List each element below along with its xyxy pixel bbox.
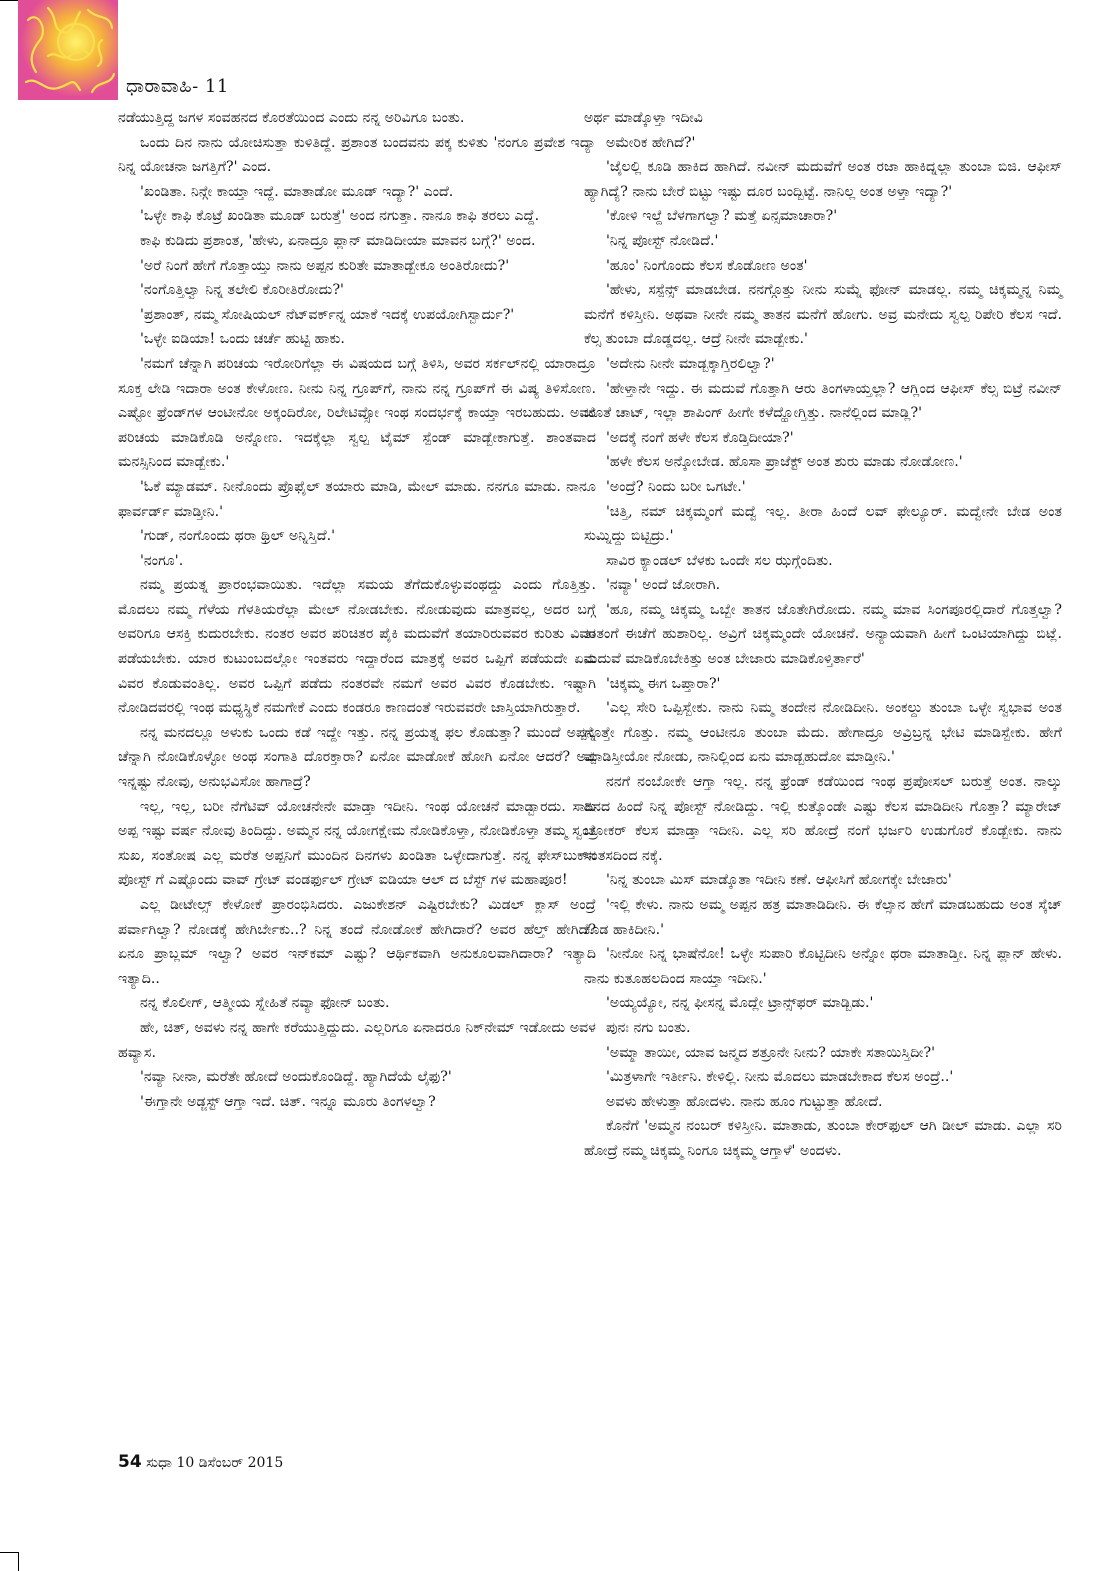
crop-mark-top [0, 0, 18, 1]
paragraph: ಹೇ, ಚಿತ್, ಅವಳು ನನ್ನ ಹಾಗೇ ಕರೆಯುತ್ತಿದ್ದುದು. ಎಲ್ಲರಿಗೂ ಏನಾದರೂ ನಿಕ್‌ನೇಮ್ ಇಡೋದು ಅವಳ ಹವ್ಯಾಸ. [118, 1019, 596, 1061]
paragraph: 'ನಿನ್ನ ಪೋಸ್ಟ್ ನೋಡಿದೆ.' [606, 232, 719, 249]
series-logo-icon [18, 0, 118, 100]
paragraph: 'ನೀನೋ ನಿನ್ನ ಭಾಷೆನೋ! ಒಳ್ಳೇ ಸುಪಾರಿ ಕೊಟ್ಟಿದೀನಿ ಅನ್ನೋ ಥರಾ ಮಾತಾಡ್ತೀ. ನಿನ್ನ ಪ್ಲಾನ್ ಹೇಳು. ನಾನು ಕುತೂಹಲದಿಂದ ಸಾಯ್ತಾ ಇದೀನಿ.' [584, 946, 1062, 987]
paragraph: 'ಜೈಲಲ್ಲಿ ಕೂಡಿ ಹಾಕಿದ ಹಾಗಿದೆ. ನವೀನ್ ಮದುವೆಗೆ ಅಂತ ರಜಾ ಹಾಕಿದ್ನಲ್ಲಾ ತುಂಬಾ ಬಿಜಿ. ಆಫೀಸ್ ಹ್ಯಾಗಿದ್ಯೆ? ನಾನು ಬೇರೆ ಬಿಟ್ಟು ಇಷ್ಟು ದೂರ ಬಂದ್ಬಿಟ್ಟೆ. ನಾನಿಲ್ಲ ಅಂತ ಅಳ್ತಾ ಇದ್ಯಾ?' [584, 159, 1062, 200]
section-title: ಧಾರಾವಾಹಿ- 11 [126, 76, 229, 97]
paragraph: 'ನಮಗೆ ಚೆನ್ನಾಗಿ ಪರಿಚಯ ಇರೋರಿಗೆಲ್ಲಾ ಈ ವಿಷಯದ ಬಗ್ಗೆ ತಿಳಿಸಿ, ಅವರ ಸರ್ಕಲ್‌ನಲ್ಲಿ ಯಾರಾದ್ರೂ ಸೂಕ್ತ ಲೇಡಿ ಇದಾರಾ ಅಂತ ಕೇಳೋಣ. ನೀನು ನಿನ್ನ ಗ್ರೂಪ್‌ಗೆ, ನಾನು ನನ್ನ ಗ್ರೂಪ್‌ಗೆ ಈ ವಿಷ್ಯ ತಿಳಿಸೋಣ. ಎಷ್ಟೋ ಫ್ರೆಂಡ್‌ಗಳ ಆಂಟೀನೋ ಅಕ್ಕಂದಿರೋ, ರಿಲೇಟಿವ್ಸೋ ಇಂಥ ಸಂದರ್ಭಕ್ಕೆ ಕಾಯ್ತಾ ಇರಬಹುದು. ಅವರ ಪರಿಚಯ ಮಾಡಿಕೊಡಿ ಅನ್ನೋಣ. ಇದಕ್ಕೆಲ್ಲಾ ಸ್ವಲ್ಪ ಟೈಮ್ ಸ್ಪೆಂಡ್ ಮಾಡ್ಬೇಕಾಗುತ್ತೆ. ಶಾಂತವಾದ ಮನಸ್ಸಿನಿಂದ ಮಾಡ್ಬೇಕು.' [118, 355, 596, 471]
paragraph: 'ಒಳ್ಳೇ ಕಾಫಿ ಕೊಟ್ರೆ ಖಂಡಿತಾ ಮೂಡ್ ಬರುತ್ತೆ' ಅಂದ ನಗುತ್ತಾ. ನಾನೂ ಕಾಫಿ ತರಲು ಎದ್ದೆ. [140, 208, 540, 225]
paragraph: 'ಹೂಂ' ನಿಂಗೊಂದು ಕೆಲಸ ಕೊಡೋಣ ಅಂತ' [606, 257, 808, 274]
paragraph: ಅವಳು ಹೇಳುತ್ತಾ ಹೋದಳು. ನಾನು ಹೂಂ ಗುಟ್ಟುತ್ತಾ ಹೋದೆ. [606, 1093, 883, 1110]
paragraph: 'ಚಿಕ್ಕಮ್ಮ ಈಗ ಒಪ್ತಾರಾ?' [606, 675, 721, 692]
paragraph: 'ಹೇಳ್ತಾನೇ ಇದ್ದು. ಈ ಮದುವೆ ಗೊತ್ತಾಗಿ ಆರು ತಿಂಗಳಾಯ್ತಲ್ಲಾ? ಆಗ್ಲಿಂದ ಆಫೀಸ್ ಕೆಲ್ಸ ಬಿಟ್ರೆ ನವೀನ್ ಜೊತೆ ಚಾಟ್, ಇಲ್ಲಾ ಶಾಪಿಂಗ್ ಹೀಗೇ ಕಳೆದ್ಹೋಗ್ತಿತ್ತು. ನಾನೆಲ್ಲಿಂದ ಮಾಡ್ಲಿ?' [584, 380, 1062, 422]
paragraph: 'ನವ್ಯಾ' ಅಂದೆ ಜೋರಾಗಿ. [606, 577, 721, 594]
paragraph: ಒಂದು ದಿನ ನಾನು ಯೋಚಿಸುತ್ತಾ ಕುಳಿತಿದ್ದೆ. ಪ್ರಶಾಂತ ಬಂದವನು ಪಕ್ಕ ಕುಳಿತು 'ನಂಗೂ ಪ್ರವೇಶ ಇದ್ಯಾ ನಿನ್ನ ಯೋಚನಾ ಜಗತ್ತಿಗೆ?' ಎಂದ. [118, 134, 596, 176]
paragraph: 'ಈಗ್ತಾನೇ ಅಡ್ಜಸ್ಟ್ ಆಗ್ತಾ ಇದೆ. ಚಿತ್. ಇನ್ನೂ ಮೂರು ತಿಂಗಳಲ್ವಾ? [140, 1093, 436, 1110]
paragraph: ಎಲ್ಲ ಡೀಟೇಲ್ಸ್ ಕೇಳೋಕೆ ಪ್ರಾರಂಭಿಸಿದರು. ಎಜುಕೇಶನ್ ಎಷ್ಟಿರಬೇಕು? ಮಿಡಲ್ ಕ್ಲಾಸ್ ಅಂದ್ರೆ ಪರ್ವಾಗಿಲ್ವಾ? ನೋಡಕ್ಕೆ ಹೇಗಿರ್ಬೇಕು..? ನಿನ್ನ ತಂದೆ ನೋಡೋಕೆ ಹೇಗಿದಾರೆ? ಅವರ ಹೆಲ್ತ್ ಹೇಗಿದೆ? ಏನೂ ಪ್ರಾಬ್ಲಮ್ ಇಲ್ವಾ? ಅವರ ಇನ್‌ಕಮ್ ಎಷ್ಟು? ಆರ್ಥಿಕವಾಗಿ ಅನುಕೂಲವಾಗಿದಾರಾ? ಇತ್ಯಾದಿ ಇತ್ಯಾದಿ.. [118, 897, 596, 987]
paragraph: 'ನಂಗೊತ್ತಿಲ್ವಾ ನಿನ್ನ ತಲೇಲಿ ಕೊರೀತಿರೋದು?' [140, 282, 344, 299]
paragraph: 'ಖಂಡಿತಾ. ನಿನ್ಗೇ ಕಾಯ್ತಾ ಇದ್ದೆ. ಮಾತಾಡೋ ಮೂಡ್ ಇದ್ಯಾ?' ಎಂದೆ. [140, 183, 454, 200]
paragraph: 'ಅದೇನು ನೀನೇ ಮಾಡ್ಬಕ್ಕಾಗ್ತಿರಲಿಲ್ವಾ?' [606, 355, 775, 372]
crop-mark-bottom-v [18, 1552, 19, 1571]
magazine-name: ಸುಧಾ [146, 1455, 172, 1471]
paragraph: ನಮ್ಮ ಪ್ರಯತ್ನ ಪ್ರಾರಂಭವಾಯಿತು. ಇದೆಲ್ಲಾ ಸಮಯ ತೆಗೆದುಕೊಳ್ಳುವಂಥದ್ದು ಎಂದು ಗೊತ್ತಿತ್ತು. ಮೊದಲು ನಮ್ಮ ಗೆಳೆಯ ಗೆಳತಿಯರೆಲ್ಲಾ ಮೇಲ್ ನೋಡಬೇಕು. ನೋಡುವುದು ಮಾತ್ರವಲ್ಲ, ಅದರ ಬಗ್ಗೆ ಅವರಿಗೂ ಆಸಕ್ತಿ ಕುದುರಬೇಕು. ನಂತರ ಅವರ ಪರಿಚಿತರ ಪೈಕಿ ಮದುವೆಗೆ ತಯಾರಿರುವವರ ಕುರಿತು ವಿವರ ಪಡೆಯಬೇಕು. ಯಾರ ಕುಟುಂಬದಲ್ಲೋ ಇಂತವರು ಇದ್ದಾರೆಂದ ಮಾತ್ರಕ್ಕೆ ಅವರ ಒಪ್ಪಿಗೆ ಪಡೆಯದೇ ಏನು ವಿವರ ಕೊಡುವಂತಿಲ್ಲ. ಅವರ ಒಪ್ಪಿಗೆ ಪಡೆದು ನಂತರವೇ ನಮಗೆ ಅವರ ವಿವರ ಕೊಡಬೇಕು. ಇಷ್ಟಾಗಿ ನೋಡಿದವರಲ್ಲಿ ಇಂಥ ಮಧ್ಯಸ್ಥಿಕೆ ನಮಗೇಕೆ ಎಂದು ಕಂಡರೂ ಕಾಣದಂತೆ ಇರುವವರೇ ಜಾಸ್ತಿಯಾಗಿರುತ್ತಾರೆ. [118, 577, 596, 717]
issue-date: 10 ಡಿಸೆಂಬರ್ 2015 [176, 1455, 284, 1471]
paragraph: ಕೊನೆಗೆ 'ಅಮ್ಮನ ನಂಬರ್ ಕಳಿಸ್ತೀನಿ. ಮಾತಾಡು, ತುಂಬಾ ಕೇರ್‌ಫುಲ್ ಆಗಿ ಡೀಲ್ ಮಾಡು. ಎಲ್ಲಾ ಸರಿ ಹೋದ್ರೆ ನಮ್ಮ ಚಿಕ್ಕಮ್ಮ ನಿಂಗೂ ಚಿಕ್ಕಮ್ಮ ಆಗ್ತಾಳೆ' ಅಂದಳು. [584, 1118, 1062, 1159]
article-column-right [584, 106, 1062, 1164]
paragraph: 'ಅಮ್ಮಾ ತಾಯೀ, ಯಾವ ಜನ್ಮದ ಶತ್ರೂನೇ ನೀನು? ಯಾಕೇ ಸತಾಯಿಸ್ತಿದೀ?' [606, 1044, 935, 1061]
page-footer [118, 1452, 283, 1472]
paragraph: 'ನಿನ್ನ ತುಂಬಾ ಮಿಸ್ ಮಾಡ್ಕೊತಾ ಇದೀನಿ ಕಣೆ. ಆಫೀಸಿಗೆ ಹೋಗಕ್ಕೇ ಬೇಜಾರು' [606, 872, 952, 889]
paragraph: 'ನವ್ಯಾ ನೀನಾ, ಮರೆತೇ ಹೋದೆ ಅಂದುಕೊಂಡಿದ್ದೆ. ಹ್ಯಾಗಿದೆಯೆ ಲೈಫು?' [140, 1069, 452, 1086]
paragraph: 'ಅಯ್ಯಯ್ಯೋ, ನನ್ನ ಫೀಸನ್ನ ಮೊದ್ಲೇ ಟ್ರಾನ್ಸ್‌ಫರ್ ಮಾಡ್ಬಿಡು.' [606, 995, 874, 1012]
paragraph: 'ಪ್ರಶಾಂತ್, ನಮ್ಮ ಸೋಷಿಯಲ್ ನೆಟ್‌ವರ್ಕ್‌ನ್ನ ಯಾಕೆ ಇದಕ್ಕೆ ಉಪಯೋಗಿಸ್ಬಾರ್ದು?' [140, 306, 515, 323]
paragraph: ಇಲ್ಲ, ಇಲ್ಲ, ಬರೀ ನೆಗೆಟಿವ್ ಯೋಚನೇನೇ ಮಾಡ್ತಾ ಇದೀನಿ. ಇಂಥ ಯೋಚನೆ ಮಾಡ್ಬಾರದು. ಸಾಕು ಅಪ್ಪ ಇಷ್ಟು ವರ್ಷ ನೋವು ತಿಂದಿದ್ದು. ಅಮ್ಮನ ನನ್ನ ಯೋಗಕ್ಷೇಮ ನೋಡಿಕೊಳ್ತಾ, ನೋಡಿಕೊಳ್ತಾ ತಮ್ಮ ಸ್ವಂತ ಸುಖ, ಸಂತೋಷ ಎಲ್ಲ ಮರೆತ ಅಪ್ಪನಿಗೆ ಮುಂದಿನ ದಿನಗಳು ಖಂಡಿತಾ ಒಳ್ಳೇದಾಗುತ್ತೆ. ನನ್ನ ಫೇಸ್‌ಬುಕ್‌ನ ಪೋಸ್ಟ್ ಗೆ ಎಷ್ಟೊಂದು ವಾವ್ ಗ್ರೇಟ್ ವಂಡರ್ಫುಲ್ ಗ್ರೇಟ್ ಐಡಿಯಾ ಆಲ್ ದ ಬೆಸ್ಟ್ ಗಳ ಮಹಾಪೂರ! [118, 798, 596, 889]
paragraph: 'ಓಕೆ ಮ್ಯಾಡಮ್. ನೀನೊಂದು ಪ್ರೊಫೈಲ್ ತಯಾರು ಮಾಡಿ, ಮೇಲ್ ಮಾಡು. ನನಗೂ ಮಾಡು. ನಾನೂ ಫಾರ್ವರ್ಡ್ ಮಾಡ್ತೀನಿ.' [118, 478, 596, 520]
crop-mark-bottom [0, 1552, 18, 1553]
paragraph: ನನ್ನ ಮನದಲ್ಲೂ ಅಳುಕು ಒಂದು ಕಡೆ ಇದ್ದೇ ಇತ್ತು. ನನ್ನ ಪ್ರಯತ್ನ ಫಲ ಕೊಡುತ್ತಾ? ಮುಂದೆ ಅಪ್ಪನ್ನ ಚೆನ್ನಾಗಿ ನೋಡಿಕೊಳ್ಳೋ ಅಂಥ ಸಂಗಾತಿ ದೊರಕ್ತಾರಾ? ಏನೋ ಮಾಡೋಕೆ ಹೋಗಿ ಏನೋ ಆದರೆ? ಅಪ್ಪ ಇನ್ನಷ್ಟು ನೋವು, ಅನುಭವಿಸೋ ಹಾಗಾದ್ರೆ? [118, 724, 596, 791]
paragraph: 'ಅರೆ ನಿಂಗೆ ಹೇಗೆ ಗೊತ್ತಾಯ್ತು ನಾನು ಅಪ್ಪನ ಕುರಿತೇ ಮಾತಾಡ್ಬೇಕೂ ಅಂತಿರೋದು?' [140, 257, 510, 274]
paragraph: 'ಹೇಳು, ಸಸ್ಪೆನ್ಸ್ ಮಾಡಬೇಡ. ನನಗ್ಗೊತ್ತು ನೀನು ಸುಮ್ನೆ ಫೋನ್ ಮಾಡಲ್ಲ. ನಮ್ಮ ಚಿಕ್ಕಮ್ಮನ್ನ ನಿಮ್ಮ ಮನೆಗೆ ಕಳಿಸ್ತೀನಿ. ಅಥವಾ ನೀನೇ ನಮ್ಮ ತಾತನ ಮನೆಗೆ ಹೋಗು. ಅವ್ರ ಮನೇದು ಸ್ವಲ್ಪ ರಿಪೇರಿ ಕೆಲಸ ಇದೆ. ಕೆಲ್ಸ ತುಂಬಾ ದೊಡ್ಡದಲ್ಲ. ಆದ್ರೆ ನೀನೇ ಮಾಡ್ಬೇಕು.' [584, 282, 1062, 348]
paragraph: ನನ್ನ ಕೊಲೀಗ್, ಆತ್ಮೀಯ ಸ್ನೇಹಿತೆ ನವ್ಯಾ ಫೋನ್ ಬಂತು. [140, 995, 390, 1012]
paragraph: ಪುನಃ ನಗು ಬಂತು. [606, 1019, 691, 1036]
paragraph: ಅಮೇರಿಕ ಹೇಗಿದೆ?' [606, 134, 696, 151]
paragraph: ಕಾಫಿ ಕುಡಿದು ಪ್ರಶಾಂತ, 'ಹೇಳು, ಏನಾದ್ರೂ ಪ್ಲಾನ್ ಮಾಡಿದೀಯಾ ಮಾವನ ಬಗ್ಗೆ?' ಅಂದ. [140, 232, 536, 249]
article-column-left [118, 106, 596, 1114]
paragraph: 'ಚಿತ್ತಿ, ನಮ್ ಚಿಕ್ಕಮ್ಮಂಗೆ ಮದ್ವೆ ಇಲ್ಲ. ತೀರಾ ಹಿಂದೆ ಲವ್ ಫೇಲ್ಯೂರ್. ಮದ್ವೇನೇ ಬೇಡ ಅಂತ ಸುಮ್ನಿದ್ದು ಬಿಟ್ಟಿದ್ರು.' [584, 503, 1062, 545]
paragraph: ಅರ್ಥ ಮಾಡ್ಕೊಳ್ತಾ ಇದೀವಿ [584, 110, 703, 126]
paragraph: 'ಮಿತ್ರಳಾಗೇ ಇರ್ತೀನಿ. ಕೇಳಿಲ್ಲಿ. ನೀನು ಮೊದಲು ಮಾಡಬೇಕಾದ ಕೆಲಸ ಅಂದ್ರೆ..' [606, 1069, 954, 1086]
paragraph: 'ಇಲ್ಲಿ ಕೇಳು. ನಾನು ಅಮ್ಮ ಅಪ್ಪನ ಹತ್ರ ಮಾತಾಡಿದೀನಿ. ಈ ಕೆಲ್ಸಾನ ಹೇಗೆ ಮಾಡಬಹುದು ಅಂತ ಸ್ಕೆಚ್ ಕೂಡ ಹಾಕಿದೀನಿ.' [584, 897, 1062, 938]
paragraph: 'ಒಳ್ಳೇ ಐಡಿಯಾ! ಒಂದು ಚರ್ಚೆ ಹುಟ್ಟಿ ಹಾಕು. [140, 331, 345, 348]
paragraph: ಸಾವಿರ ಕ್ಯಾಂಡಲ್ ಬೆಳಕು ಒಂದೇ ಸಲ ಝಗ್ಗೆಂದಿತು. [606, 552, 833, 569]
paragraph: 'ಅಂದ್ರೆ? ನಿಂದು ಬರೀ ಒಗಟೇ.' [606, 478, 746, 495]
paragraph: 'ನಂಗೂ'. [140, 552, 184, 569]
paragraph: ನಡೆಯುತ್ತಿದ್ದ ಜಗಳ ಸಂವಹನದ ಕೊರತೆಯಿಂದ ಎಂದು ನನ್ನ ಅರಿವಿಗೂ ಬಂತು. [118, 110, 465, 126]
page-number: 54 [118, 1452, 142, 1472]
paragraph: 'ಅದಕ್ಕೆ ನಂಗೆ ಹಳೇ ಕೆಲಸ ಕೊಡ್ತಿದೀಯಾ?' [606, 429, 794, 446]
paragraph: 'ಎಲ್ಲ ಸೇರಿ ಒಪ್ಪಿಸ್ಬೇಕು. ನಾನು ನಿಮ್ಮ ತಂದೇನ ನೋಡಿದೀನಿ. ಅಂಕಲ್ದು ತುಂಬಾ ಒಳ್ಳೇ ಸ್ವಭಾವ ಅಂತ ಗೊತ್ತೇ ಗೊತ್ತು. ನಮ್ಮ ಆಂಟೀನೂ ತುಂಬಾ ಮೆದು. ಹೇಗಾದ್ರೂ ಅವ್ರಿಬ್ರನ್ನ ಭೇಟಿ ಮಾಡಿಸ್ಬೇಕು. ಹೇಗೆ ಮಾಡಿಸ್ತೀಯೋ ನೋಡು, ನಾನಿಲ್ಲಿಂದ ಏನು ಮಾಡ್ಬಹುದೋ ಮಾಡ್ತೀನಿ.' [584, 700, 1062, 766]
paragraph: 'ಗುಡ್, ನಂಗೊಂದು ಥರಾ ಥ್ರಿಲ್ ಅನ್ನಿಸ್ತಿದೆ.' [140, 528, 335, 545]
paragraph: 'ಹಳೇ ಕೆಲಸ ಅನ್ಕೋಬೇಡ. ಹೊಸಾ ಪ್ರಾಜೆಕ್ಟ್ ಅಂತ ಶುರು ಮಾಡು ನೋಡೋಣ.' [606, 454, 963, 471]
paragraph: ನನಗೆ ನಂಬೋಕೇ ಆಗ್ತಾ ಇಲ್ಲ. ನನ್ನ ಫ್ರೆಂಡ್ ಕಡೆಯಿಂದ ಇಂಥ ಪ್ರಪೋಸಲ್ ಬರುತ್ತೆ ಅಂತ. ನಾಲ್ಕು ದಿನದ ಹಿಂದೆ ನಿನ್ನ ಪೋಸ್ಟ್ ನೋಡಿದ್ದು. ಇಲ್ಲಿ ಕುತ್ಕೊಂಡೇ ಎಷ್ಟು ಕೆಲಸ ಮಾಡಿದೀನಿ ಗೊತ್ತಾ? ಮ್ಯಾರೇಜ್ ಬ್ರೋಕರ್ ಕೆಲಸ ಮಾಡ್ತಾ ಇದೀನಿ. ಎಲ್ಲ ಸರಿ ಹೋದ್ರೆ ನಂಗೆ ಭರ್ಜರಿ ಉಡುಗೊರೆ ಕೊಡ್ಬೇಕು. ನಾನು ಸಂತಸದಿಂದ ನಕ್ಕೆ. [584, 774, 1062, 864]
paragraph: 'ಹೂ, ನಮ್ಮ ಚಿಕ್ಕಮ್ಮ ಒಬ್ಬೇ ತಾತನ ಜೊತೇಗಿರೋದು. ನಮ್ಮ ಮಾವ ಸಿಂಗಪೂರಲ್ಲಿದಾರೆ ಗೊತ್ತಲ್ವಾ? ತಾತಂಗೆ ಈಚೆಗೆ ಹುಶಾರಿಲ್ಲ. ಅವ್ರಿಗೆ ಚಿಕ್ಕಮ್ಮಂದೇ ಯೋಚನೆ. ಅನ್ಯಾಯವಾಗಿ ಹೀಗೆ ಒಂಟಿಯಾಗಿದ್ದು ಬಿಟ್ಲೆ. ಮದುವೆ ಮಾಡಿಕೊಬೇಕಿತ್ತು ಅಂತ ಬೇಜಾರು ಮಾಡಿಕೊಳ್ತಿರ್ತಾರೆ' [584, 601, 1062, 668]
paragraph: 'ಕೋಳಿ ಇಲ್ದೆ ಬೆಳಗಾಗಲ್ವಾ? ಮತ್ತೆ ಏನ್ಸಮಾಚಾರಾ?' [606, 208, 838, 225]
